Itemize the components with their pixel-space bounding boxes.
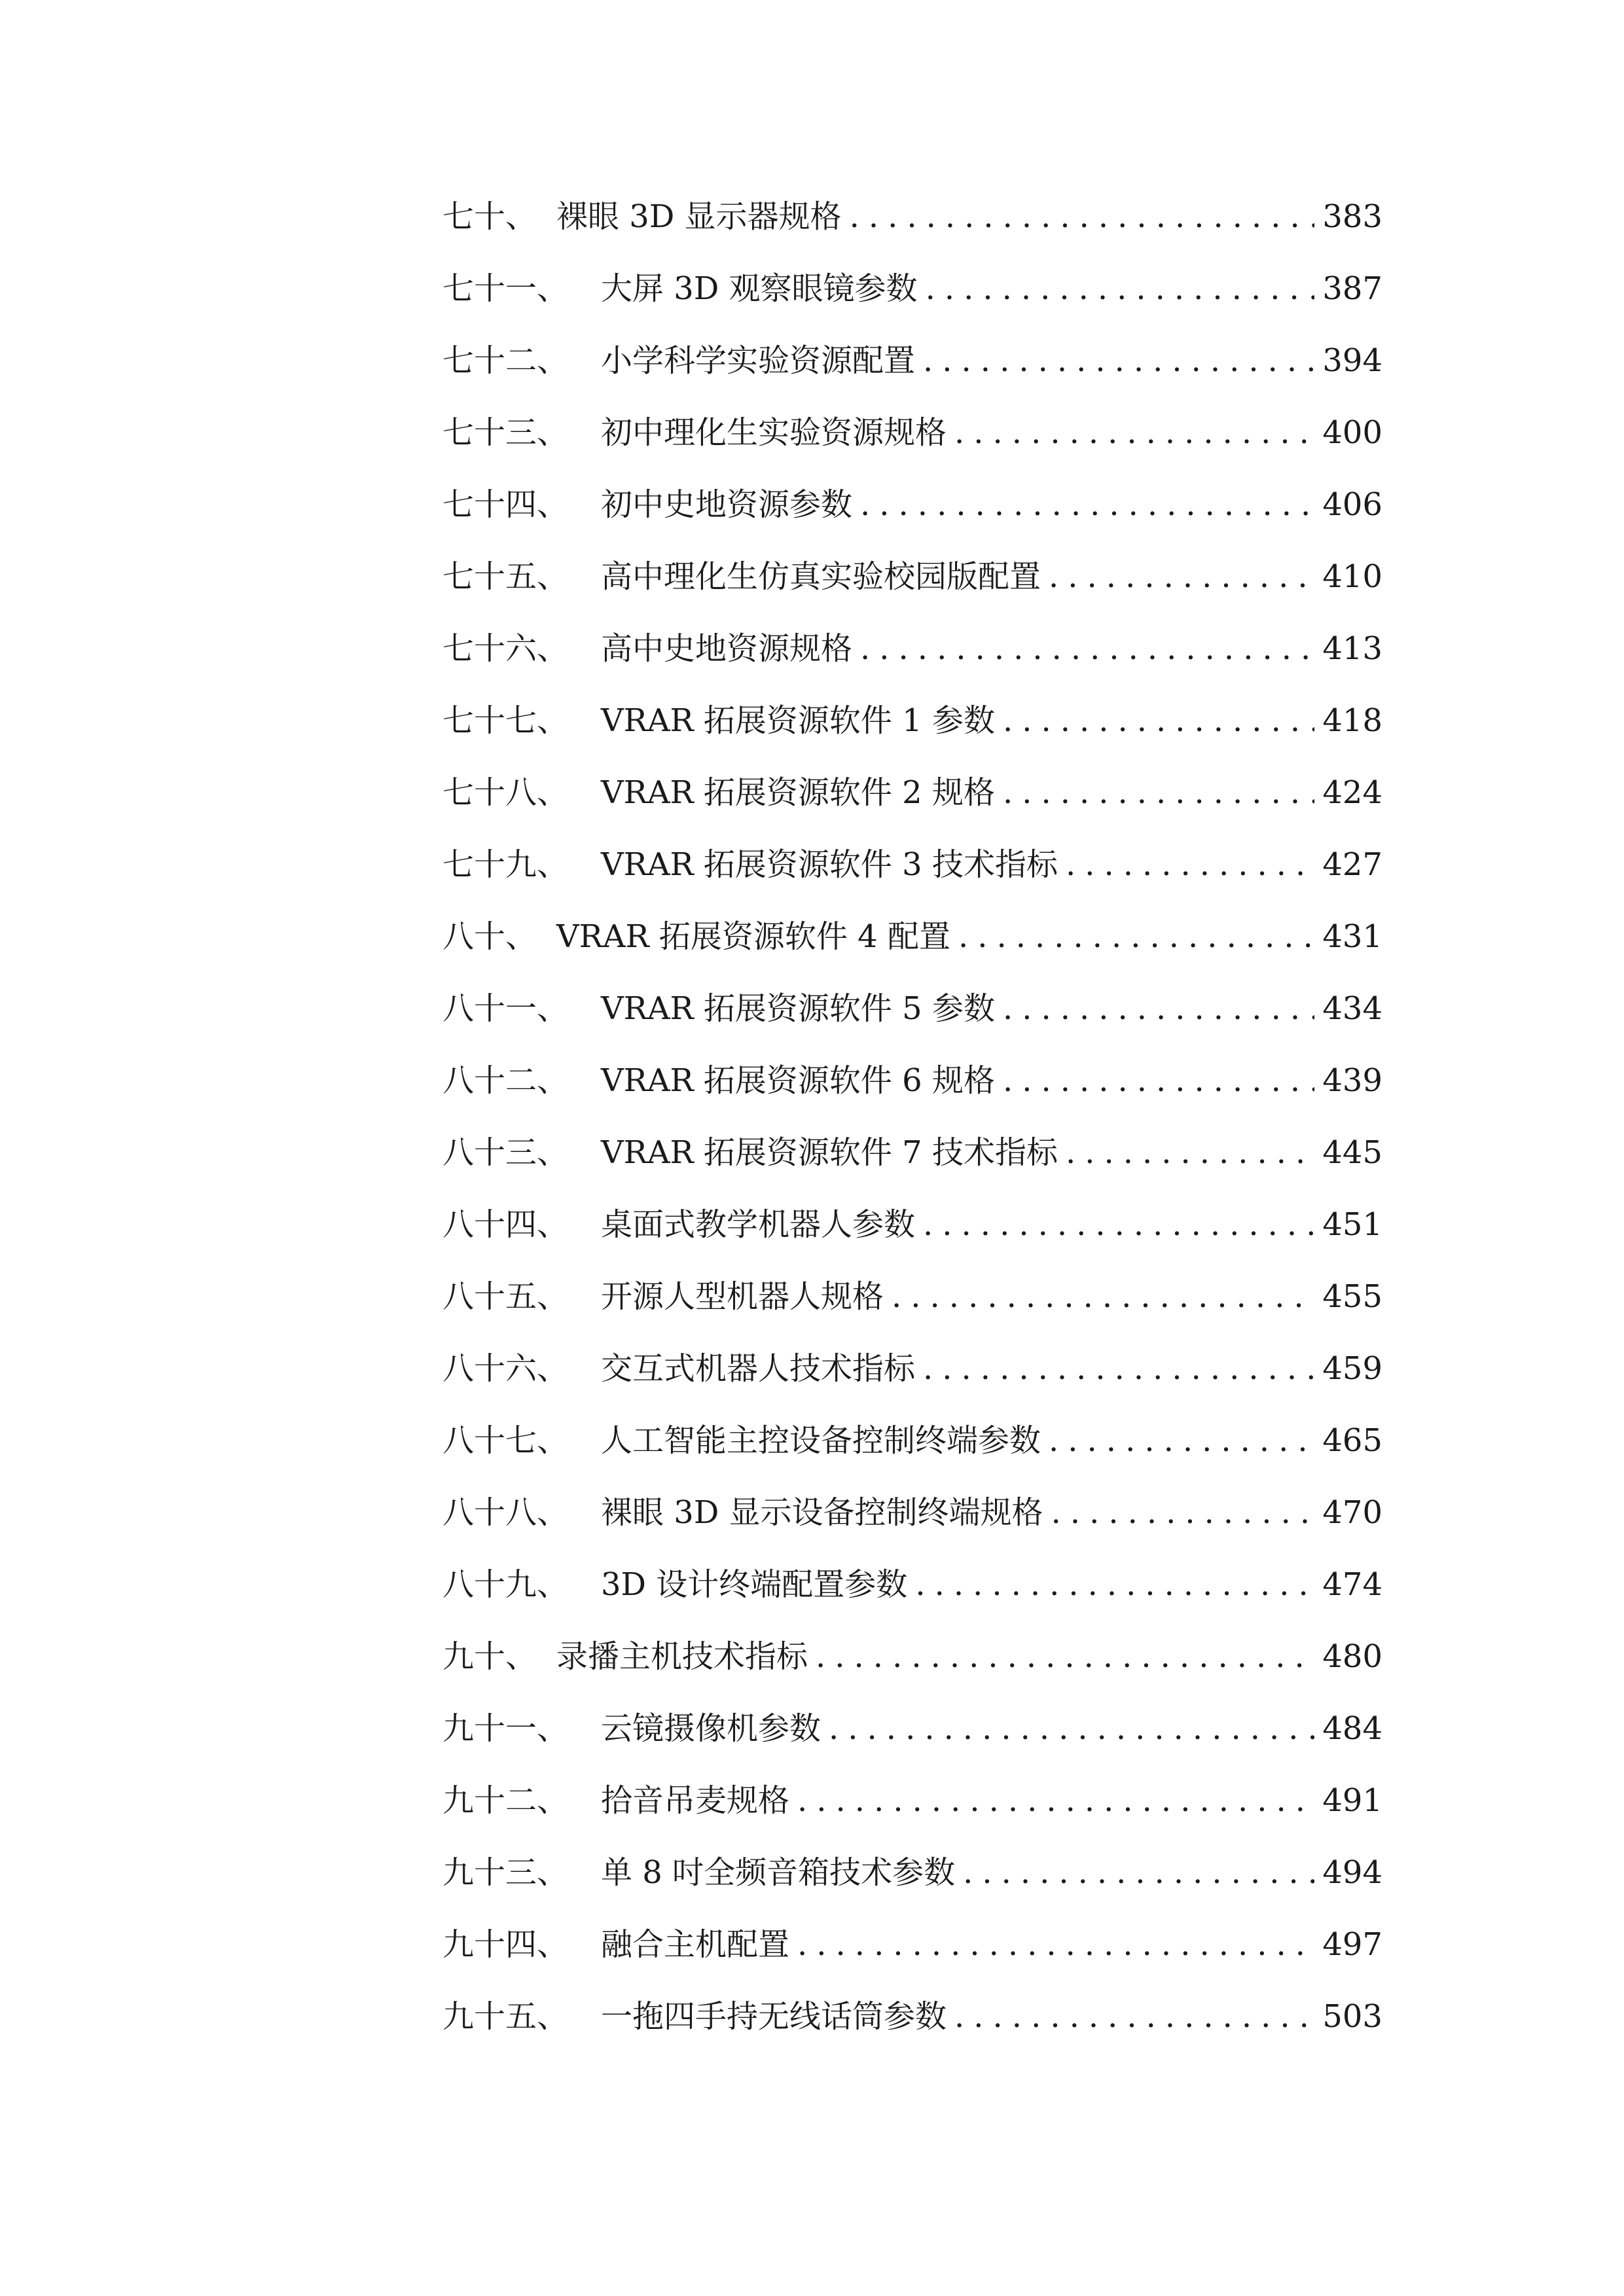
toc-entry-page: 445 — [1322, 1134, 1382, 1171]
toc-entry-title: 高中史地资源规格 — [601, 630, 853, 667]
toc-entry-number: 八十、 — [442, 918, 537, 955]
toc-dot-leader — [860, 622, 1314, 675]
table-of-contents — [442, 190, 1382, 2062]
toc-dot-leader — [1003, 1054, 1314, 1107]
toc-entry[interactable] — [442, 1774, 1382, 1846]
toc-entry-page: 451 — [1322, 1206, 1382, 1243]
toc-entry-title: 录播主机技术指标 — [556, 1638, 808, 1675]
toc-entry-title: 3D 设计终端配置参数 — [601, 1566, 908, 1603]
toc-entry-page: 480 — [1322, 1638, 1382, 1675]
toc-entry-number: 八十一、 — [442, 990, 569, 1027]
toc-entry-page: 418 — [1322, 702, 1382, 739]
toc-entry[interactable] — [442, 406, 1382, 478]
toc-dot-leader — [829, 1702, 1314, 1755]
toc-entry-page: 424 — [1322, 774, 1382, 811]
toc-dot-leader — [923, 334, 1314, 387]
toc-entry-page: 383 — [1322, 198, 1382, 235]
toc-dot-leader — [954, 1990, 1314, 2043]
toc-dot-leader — [954, 406, 1314, 459]
toc-entry[interactable] — [442, 1198, 1382, 1270]
toc-dot-leader — [1049, 1414, 1314, 1467]
toc-entry-number: 七十二、 — [442, 342, 569, 379]
toc-entry-title: 裸眼 3D 显示器规格 — [556, 198, 842, 235]
toc-entry-page: 387 — [1322, 270, 1382, 307]
toc-dot-leader — [923, 1342, 1314, 1395]
toc-entry-page: 406 — [1322, 486, 1382, 523]
toc-entry-number: 七十六、 — [442, 630, 569, 667]
toc-entry-page: 465 — [1322, 1422, 1382, 1459]
toc-entry-page: 413 — [1322, 630, 1382, 667]
toc-dot-leader — [850, 190, 1315, 243]
toc-entry-page: 400 — [1322, 414, 1382, 451]
toc-entry-title: VRAR 拓展资源软件 6 规格 — [601, 1062, 995, 1099]
toc-entry[interactable] — [442, 1270, 1382, 1342]
toc-entry[interactable] — [442, 478, 1382, 550]
toc-entry-number: 八十九、 — [442, 1566, 569, 1603]
toc-entry-page: 439 — [1322, 1062, 1382, 1099]
toc-entry-page: 484 — [1322, 1710, 1382, 1747]
toc-entry-number: 七十四、 — [442, 486, 569, 523]
toc-entry-title: 单 8 吋全频音箱技术参数 — [601, 1854, 956, 1891]
toc-dot-leader — [915, 1558, 1314, 1611]
toc-dot-leader — [1003, 694, 1314, 747]
toc-entry-title: 云镜摄像机参数 — [601, 1710, 821, 1747]
toc-entry-number: 八十五、 — [442, 1278, 569, 1315]
toc-entry[interactable] — [442, 1558, 1382, 1630]
toc-dot-leader — [797, 1918, 1314, 1971]
toc-entry[interactable] — [442, 982, 1382, 1054]
toc-entry-number: 七十、 — [442, 198, 537, 235]
toc-entry[interactable] — [442, 910, 1382, 982]
toc-entry-page: 410 — [1322, 558, 1382, 595]
toc-entry[interactable] — [442, 1630, 1382, 1702]
toc-entry-title: VRAR 拓展资源软件 2 规格 — [601, 774, 995, 811]
toc-entry-number: 八十八、 — [442, 1494, 569, 1531]
toc-entry[interactable] — [442, 550, 1382, 622]
toc-entry-title: VRAR 拓展资源软件 5 参数 — [601, 990, 995, 1027]
toc-entry-title: 一拖四手持无线话筒参数 — [601, 1998, 947, 2035]
toc-dot-leader — [816, 1630, 1314, 1683]
toc-entry-title: 交互式机器人技术指标 — [601, 1350, 916, 1387]
toc-entry-title: 初中理化生实验资源规格 — [601, 414, 947, 451]
toc-dot-leader — [1003, 766, 1314, 819]
toc-entry[interactable] — [442, 262, 1382, 334]
toc-entry-page: 431 — [1322, 918, 1382, 955]
toc-entry-page: 503 — [1322, 1998, 1382, 2035]
toc-entry-number: 九十一、 — [442, 1710, 569, 1747]
toc-dot-leader — [963, 1846, 1314, 1899]
toc-entry-title: 人工智能主控设备控制终端参数 — [601, 1422, 1041, 1459]
toc-entry-title: 裸眼 3D 显示设备控制终端规格 — [601, 1494, 1043, 1531]
toc-entry-title: 小学科学实验资源配置 — [601, 342, 916, 379]
toc-entry-title: 拾音吊麦规格 — [601, 1782, 790, 1819]
toc-entry-title: 初中史地资源参数 — [601, 486, 853, 523]
toc-entry[interactable] — [442, 1846, 1382, 1918]
toc-entry[interactable] — [442, 1918, 1382, 1990]
toc-entry[interactable] — [442, 1342, 1382, 1414]
toc-entry-number: 七十五、 — [442, 558, 569, 595]
toc-entry-title: 大屏 3D 观察眼镜参数 — [601, 270, 918, 307]
toc-entry-page: 494 — [1322, 1854, 1382, 1891]
toc-entry-number: 八十二、 — [442, 1062, 569, 1099]
toc-entry-title: 融合主机配置 — [601, 1926, 790, 1963]
toc-entry[interactable] — [442, 1990, 1382, 2062]
toc-entry-number: 七十八、 — [442, 774, 569, 811]
toc-entry[interactable] — [442, 766, 1382, 838]
toc-dot-leader — [958, 910, 1314, 963]
toc-entry[interactable] — [442, 1414, 1382, 1486]
toc-entry[interactable] — [442, 1486, 1382, 1558]
toc-entry-title: VRAR 拓展资源软件 3 技术指标 — [601, 846, 1058, 883]
toc-dot-leader — [1051, 1486, 1315, 1539]
toc-entry-page: 427 — [1322, 846, 1382, 883]
toc-entry-number: 八十三、 — [442, 1134, 569, 1171]
toc-entry-page: 470 — [1322, 1494, 1382, 1531]
toc-entry-number: 八十七、 — [442, 1422, 569, 1459]
toc-dot-leader — [797, 1774, 1314, 1827]
toc-entry-number: 九十三、 — [442, 1854, 569, 1891]
toc-dot-leader — [892, 1270, 1314, 1323]
toc-dot-leader — [926, 262, 1315, 315]
toc-entry-number: 九十二、 — [442, 1782, 569, 1819]
toc-entry-page: 497 — [1322, 1926, 1382, 1963]
toc-entry-page: 394 — [1322, 342, 1382, 379]
toc-dot-leader — [1003, 982, 1314, 1035]
toc-entry[interactable] — [442, 190, 1382, 262]
toc-entry-page: 455 — [1322, 1278, 1382, 1315]
toc-entry-number: 七十三、 — [442, 414, 569, 451]
toc-entry[interactable] — [442, 694, 1382, 766]
toc-dot-leader — [1066, 1126, 1314, 1179]
toc-entry-number: 七十一、 — [442, 270, 569, 307]
toc-entry-number: 八十四、 — [442, 1206, 569, 1243]
toc-entry-title: VRAR 拓展资源软件 1 参数 — [601, 702, 995, 739]
toc-entry-title: 高中理化生仿真实验校园版配置 — [601, 558, 1041, 595]
toc-dot-leader — [1049, 550, 1314, 603]
toc-entry-number: 八十六、 — [442, 1350, 569, 1387]
toc-entry-number: 九十五、 — [442, 1998, 569, 2035]
toc-dot-leader — [1066, 838, 1314, 891]
toc-entry-page: 491 — [1322, 1782, 1382, 1819]
toc-entry-page: 459 — [1322, 1350, 1382, 1387]
toc-entry-page: 434 — [1322, 990, 1382, 1027]
toc-entry-title: VRAR 拓展资源软件 4 配置 — [556, 918, 950, 955]
toc-entry-number: 七十七、 — [442, 702, 569, 739]
toc-entry[interactable] — [442, 838, 1382, 910]
toc-entry[interactable] — [442, 334, 1382, 406]
toc-entry-number: 九十、 — [442, 1638, 537, 1675]
toc-entry[interactable] — [442, 1126, 1382, 1198]
toc-dot-leader — [860, 478, 1314, 531]
toc-entry-title: 桌面式教学机器人参数 — [601, 1206, 916, 1243]
toc-entry[interactable] — [442, 1702, 1382, 1774]
toc-entry-title: 开源人型机器人规格 — [601, 1278, 884, 1315]
toc-entry[interactable] — [442, 1054, 1382, 1126]
toc-entry-title: VRAR 拓展资源软件 7 技术指标 — [601, 1134, 1058, 1171]
toc-dot-leader — [923, 1198, 1314, 1251]
toc-entry-page: 474 — [1322, 1566, 1382, 1603]
toc-entry-number: 七十九、 — [442, 846, 569, 883]
toc-entry-number: 九十四、 — [442, 1926, 569, 1963]
toc-entry[interactable] — [442, 622, 1382, 694]
